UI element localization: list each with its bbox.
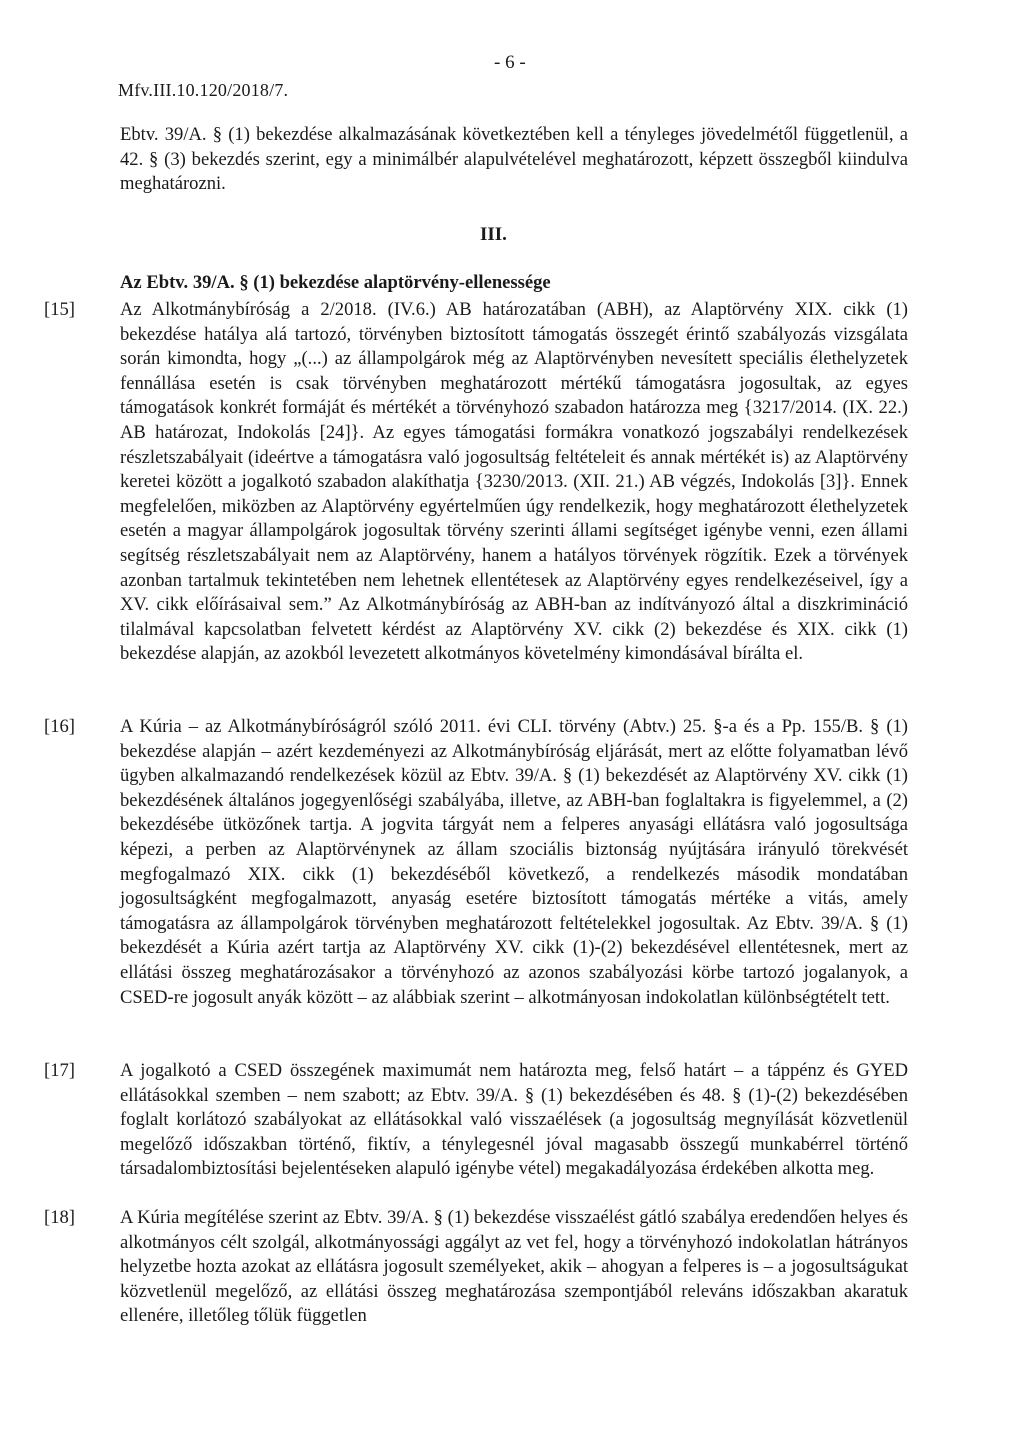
paragraph-number: [18] <box>44 1207 75 1228</box>
section-numeral: III. <box>480 224 507 245</box>
case-number: Mfv.III.10.120/2018/7. <box>118 80 289 100</box>
page-number: - 6 - <box>494 52 526 73</box>
paragraph-number: [15] <box>44 299 75 320</box>
paragraph-text: A jogalkotó a CSED összegének maximumát nem határozta meg, felső határt – a táppénz és GYED ellátásokkal szemben – nem szabott; az Ebtv. 39/A. § (1) bekezdésében és 48. § (1)-(2) bekezdésében foglalt korlátozó szabályokat az ellátásokkal való visszaélések (a jogosultság megnyílását közvetlenül megelőző időszakban történő, fiktív, a ténylegesnél jóval magasabb összegű munkabérrel történő társadalombiztosítási bejelentéseken alapuló igénybe vétel) megakadályozása érdekében alkotta meg. <box>120 1060 908 1180</box>
paragraph-text: A Kúria – az Alkotmánybíróságról szóló 2011. évi CLI. törvény (Abtv.) 25. §-a és a Pp. 155/B. § (1) bekezdése alapján – azért kezdeményezi az Alkotmánybíróság eljárását, mert az előtte folyamatban lévő ügyben alkalmazandó rendelkezések közül az Ebtv. 39/A. § (1) bekezdését az Alaptörvény XV. cikk (1) bekezdésének általános jogegyenlőségi szabályába, illetve, az ABH-ban foglaltakra is figyelemmel, a (2) bekezdésébe ütközőnek tartja. A jogvita tárgyát nem a felperes anyasági ellátásra való jogosultsága képezi, a perben az Alaptörvénynek az állam szociális biztonság nyújtására irányuló törekvését megfogalmazó XIX. cikk (1) bekezdéséből következő, a rendelkezés második mondatában jogosultságként megfogalmazott, anyaság esetére biztosított támogatás mértéke a vitás, amely támogatásra az állampolgárok törvényben meghatározott feltételekkel jogosultak. Az Ebtv. 39/A. § (1) bekezdését a Kúria azért tartja az Alaptörvény XV. cikk (1)-(2) bekezdésével ellentétesnek, mert az ellátási összeg meghatározásakor a törvényhozó az azonos szabályozási körbe tartozó jogalanyok, a CSED-re jogosult anyák között – az alábbiak szerint – alkotmányosan indokolatlan különbségtételt tett. <box>120 716 908 1008</box>
paragraph-text: Az Alkotmánybíróság a 2/2018. (IV.6.) AB határozatában (ABH), az Alaptörvény XIX. cikk (1) bekezdése hatálya alá tartozó, törvényben biztosított támogatás összegét érintő szabályozás vizsgálata során kimondta, hogy „(...) az állampolgárok még az Alaptörvényben nevesített speciális élethelyzetek fennállása esetén is csak törvényben meghatározott mértékű támogatásra jogosultak, az egyes támogatások konkrét formáját és mértékét a törvényhozó szabadon határozza meg {3217/2014. (IX. 22.) AB határozat, Indokolás [24]}. Az egyes támogatási formákra vonatkozó jogszabályi rendelkezések részletszabályait (ideértve a támogatásra való jogosultság feltételeit és annak mértékét is) az Alaptörvény keretei között a jogalkotó szabadon alakíthatja {3230/2013. (XII. 21.) AB végzés, Indokolás [3]}. Ennek megfelelően, miközben az Alaptörvény egyértelműen úgy rendelkezik, hogy meghatározott élethelyzetek esetén a magyar állampolgárok jogosultak törvény szerinti állami segítséget igénybe venni, ezen állami segítség részletszabályait nem az Alaptörvény, hanem a hatályos törvények rögzítik. Ezek a törvények azonban tartalmuk tekintetében nem lehetnek ellentétesek az Alaptörvény egyes rendelkezéseivel, így a XV. cikk előírásaival sem.” Az Alkotmánybíróság az ABH-ban az indítványozó által a diszkrimináció tilalmával kapcsolatban felvetett kérdést az Alaptörvény XV. cikk (2) bekezdése és XIX. cikk (1) bekezdése alapján, az azokból levezetett alkotmányos követelmény kimondásával bírálta el. <box>120 299 908 665</box>
section-heading: Az Ebtv. 39/A. § (1) bekezdése alaptörvény-ellenessége <box>120 272 551 293</box>
intro-paragraph: Ebtv. 39/A. § (1) bekezdése alkalmazásának következtében kell a tényleges jövedelmétől függetlenül, a 42. § (3) bekezdés szerint, egy a minimálbér alapulvételével meghatározott, képzett összegből kiindulva meghatározni. <box>120 124 908 195</box>
paragraph-number: [17] <box>44 1060 75 1081</box>
paragraph-number: [16] <box>44 716 75 737</box>
paragraph-text: A Kúria megítélése szerint az Ebtv. 39/A. § (1) bekezdése visszaélést gátló szabálya eredendően helyes és alkotmányos célt szolgál, alkotmányossági aggályt az vet fel, hogy a törvényhozó indokolatlan hátrányos helyzetbe hozta azokat az ellátásra jogosult személyeket, akik – ahogyan a felperes is – a jogosultságukat közvetlenül megelőző, az ellátási összeg meghatározása szempontjából releváns időszakban akaratuk ellenére, illetőleg tőlük független <box>120 1207 908 1327</box>
